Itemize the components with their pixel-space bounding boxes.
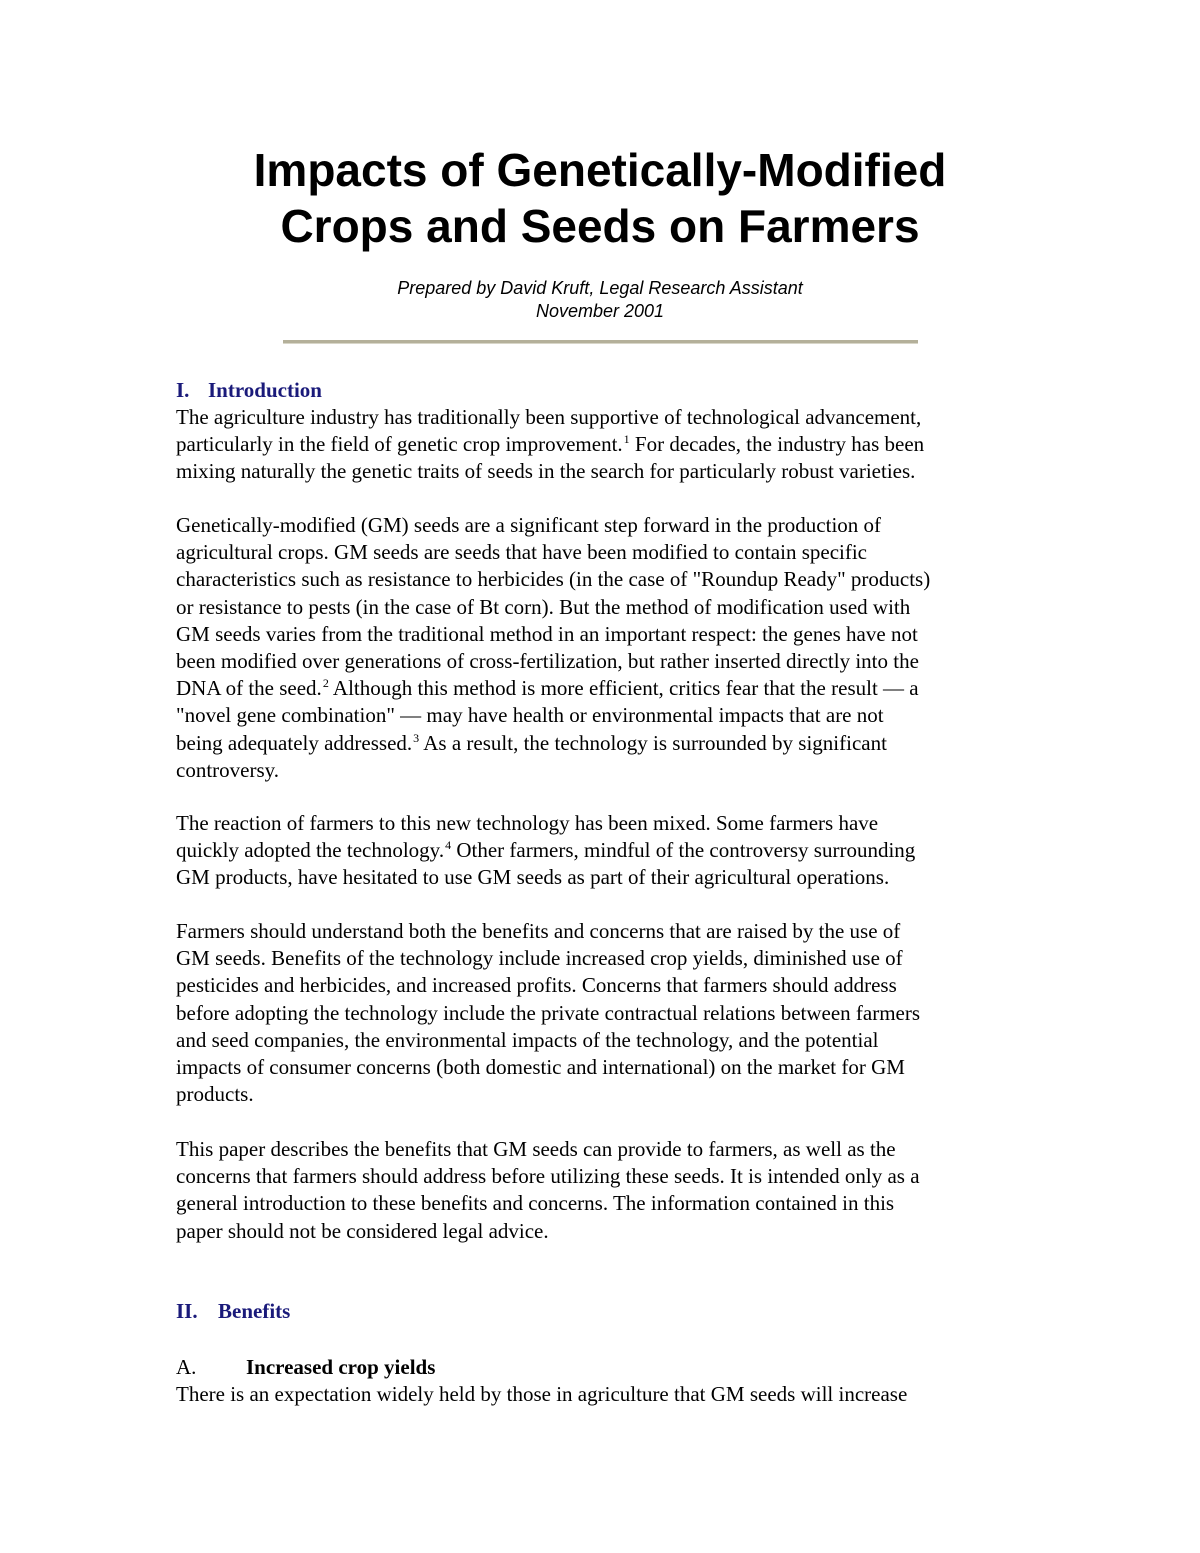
document-title <box>180 142 1020 254</box>
text-line: or resistance to pests (in the case of Bt corn). But the method of modification used with <box>176 594 911 619</box>
text-line: general introduction to these benefits and concerns. The information contained in this <box>176 1191 895 1216</box>
text-line: characteristics such as resistance to herbicides (in the case of "Roundup Ready" products) <box>176 567 931 592</box>
text-line: This paper describes the benefits that GM seeds can provide to farmers, as well as the <box>176 1137 896 1161</box>
byline-block <box>180 277 1020 323</box>
intro-paragraph-4 <box>176 918 1036 1108</box>
text-line <box>176 730 1036 757</box>
text-run: DNA of the seed. <box>176 676 322 701</box>
text-run: particularly in the field of genetic crop improvement. <box>176 432 623 457</box>
text-line: impacts of consumer concerns (both domestic and international) on the market for GM <box>176 1055 905 1080</box>
text-run: Other farmers, mindful of the controversy surrounding <box>451 838 916 863</box>
text-line: been modified over generations of cross-fertilization, but rather inserted directly into the <box>176 649 919 674</box>
footnote-ref-2[interactable]: 2 <box>322 676 329 691</box>
subsection-heading-increased-crop-yields <box>176 1354 435 1381</box>
text-run: being adequately addressed. <box>176 730 413 755</box>
text-line <box>176 837 1036 864</box>
text-run: As a result, the technology is surrounded by significant <box>419 730 887 755</box>
text-line: GM seeds varies from the traditional method in an important respect: the genes have not <box>176 621 918 646</box>
text-line: "novel gene combination" — may have health or environmental impacts that are not <box>176 703 884 728</box>
text-line: mixing naturally the genetic traits of seeds in the search for particularly robust varieties. <box>176 459 916 484</box>
footnote-ref-1[interactable]: 1 <box>623 432 630 447</box>
text-line: GM products, have hesitated to use GM seeds as part of their agricultural operations. <box>176 865 890 890</box>
text-line: concerns that farmers should address before utilizing these seeds. It is intended only as a <box>176 1164 920 1189</box>
text-run: Although this method is more efficient, critics fear that the result — a <box>328 676 919 701</box>
text-line: paper should not be considered legal advice. <box>176 1218 549 1243</box>
text-line: controversy. <box>176 757 280 782</box>
text-line <box>176 431 1036 458</box>
text-line: There is an expectation widely held by those in agriculture that GM seeds will increase <box>176 1382 908 1406</box>
author-byline: Prepared by David Kruft, Legal Research Assistant <box>397 278 803 298</box>
text-line: pesticides and herbicides, and increased profits. Concerns that farmers should address <box>176 973 897 998</box>
title-line-1: Impacts of Genetically-Modified <box>253 144 947 196</box>
section-heading-introduction <box>176 377 322 404</box>
text-line: agricultural crops. GM seeds are seeds that have been modified to contain specific <box>176 540 868 565</box>
text-run: For decades, the industry has been <box>629 432 925 457</box>
title-divider <box>283 340 918 344</box>
text-line: Farmers should understand both the benefits and concerns that are raised by the use of <box>176 919 901 943</box>
footnote-ref-4[interactable]: 4 <box>445 838 452 853</box>
text-line: and seed companies, the environmental impacts of the technology, and the potential <box>176 1027 879 1052</box>
text-line: GM seeds. Benefits of the technology include increased crop yields, diminished use of <box>176 946 903 971</box>
benefits-paragraph-1 <box>176 1381 1036 1408</box>
section-title: Introduction <box>208 378 322 402</box>
subsection-title: Increased crop yields <box>246 1355 436 1379</box>
intro-paragraph-5 <box>176 1136 1036 1245</box>
subsection-number: A. <box>176 1355 197 1379</box>
section-heading-benefits <box>176 1298 290 1325</box>
title-line-2: Crops and Seeds on Farmers <box>280 200 920 252</box>
section-number: I. <box>176 378 190 402</box>
text-line: before adopting the technology include the private contractual relations between farmers <box>176 1000 921 1025</box>
intro-paragraph-2 <box>176 512 1036 784</box>
intro-paragraph-1 <box>176 404 1036 486</box>
text-line: The reaction of farmers to this new technology has been mixed. Some farmers have <box>176 811 879 835</box>
publication-date: November 2001 <box>535 301 665 321</box>
section-number: II. <box>176 1299 198 1323</box>
footnote-ref-3[interactable]: 3 <box>413 730 420 745</box>
section-title: Benefits <box>218 1299 291 1323</box>
text-line: The agriculture industry has traditionally been supportive of technological advancement, <box>176 405 922 429</box>
text-line <box>176 675 1036 702</box>
intro-paragraph-3 <box>176 810 1036 892</box>
text-run: quickly adopted the technology. <box>176 838 445 863</box>
text-line: Genetically-modified (GM) seeds are a significant step forward in the production of <box>176 513 882 537</box>
text-line: products. <box>176 1082 254 1107</box>
